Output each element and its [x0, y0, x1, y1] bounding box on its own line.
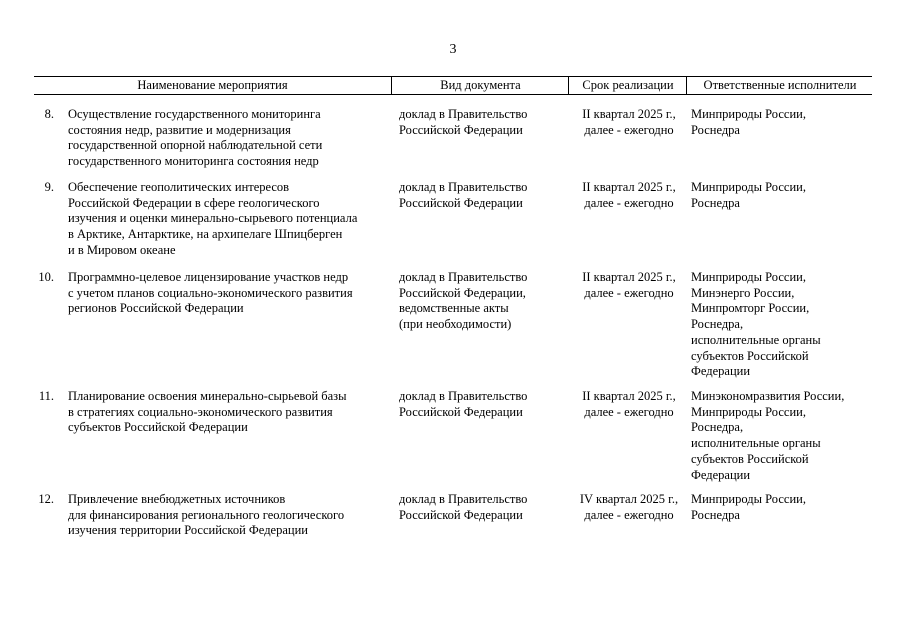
row-number: 10. — [38, 270, 54, 284]
row-number: 12. — [38, 492, 54, 506]
row-executors: Минэкономразвития России, Минприроды России, Роснедра, исполнительные органы субъектов Российской Федерации — [691, 389, 845, 482]
row-deadline: II квартал 2025 г., далее - ежегодно — [582, 389, 676, 419]
row-deadline: II квартал 2025 г., далее - ежегодно — [582, 270, 676, 300]
row-number: 9. — [44, 180, 54, 194]
row-name: Осуществление государственного мониторинга состояния недр, развитие и модернизация государственной опорной наблюдательной сети государственного мониторинга состояния недр — [68, 107, 323, 169]
header-executors: Ответственные исполнители — [686, 77, 873, 94]
row-executors: Минприроды России, Роснедра — [691, 107, 806, 137]
row-name: Планирование освоения минерально-сырьевой базы в стратегиях социально-экономического развития субъектов Российской Федерации — [68, 389, 347, 435]
row-doc-type: доклад в Правительство Российской Федерации, ведомственные акты (при необходимости) — [399, 270, 528, 332]
page-number: 3 — [449, 42, 457, 57]
table-header — [34, 76, 872, 95]
row-name: Обеспечение геополитических интересов Российской Федерации в сфере геологического изучения и оценки минерально-сырьевого потенциала в Арктике, Антарктике, на архипелаге Шпицберген и в Мировом океане — [68, 180, 358, 257]
row-doc-type: доклад в Правительство Российской Федерации — [399, 389, 528, 419]
row-name: Привлечение внебюджетных источников для финансирования регионального геологического изучения территории Российской Федерации — [68, 492, 345, 538]
row-name: Программно-целевое лицензирование участков недр с учетом планов социально-экономического развития регионов Российской Федерации — [68, 270, 353, 316]
row-executors: Минприроды России, Роснедра — [691, 492, 806, 522]
row-doc-type: доклад в Правительство Российской Федерации — [399, 492, 528, 522]
row-number: 11. — [38, 389, 54, 403]
header-name: Наименование мероприятия — [137, 78, 288, 92]
header-deadline: Срок реализации — [568, 77, 687, 94]
row-deadline: II квартал 2025 г., далее - ежегодно — [582, 180, 676, 210]
row-deadline: IV квартал 2025 г., далее - ежегодно — [579, 492, 679, 522]
row-executors: Минприроды России, Минэнерго России, Минпромторг России, Роснедра, исполнительные органы субъектов Российской Федерации — [691, 270, 821, 379]
row-doc-type: доклад в Правительство Российской Федерации — [399, 180, 528, 210]
row-executors: Минприроды России, Роснедра — [691, 180, 806, 210]
row-doc-type: доклад в Правительство Российской Федерации — [399, 107, 528, 137]
row-deadline: II квартал 2025 г., далее - ежегодно — [582, 107, 676, 137]
row-number: 8. — [44, 107, 54, 121]
header-doc-type: Вид документа — [391, 77, 569, 94]
